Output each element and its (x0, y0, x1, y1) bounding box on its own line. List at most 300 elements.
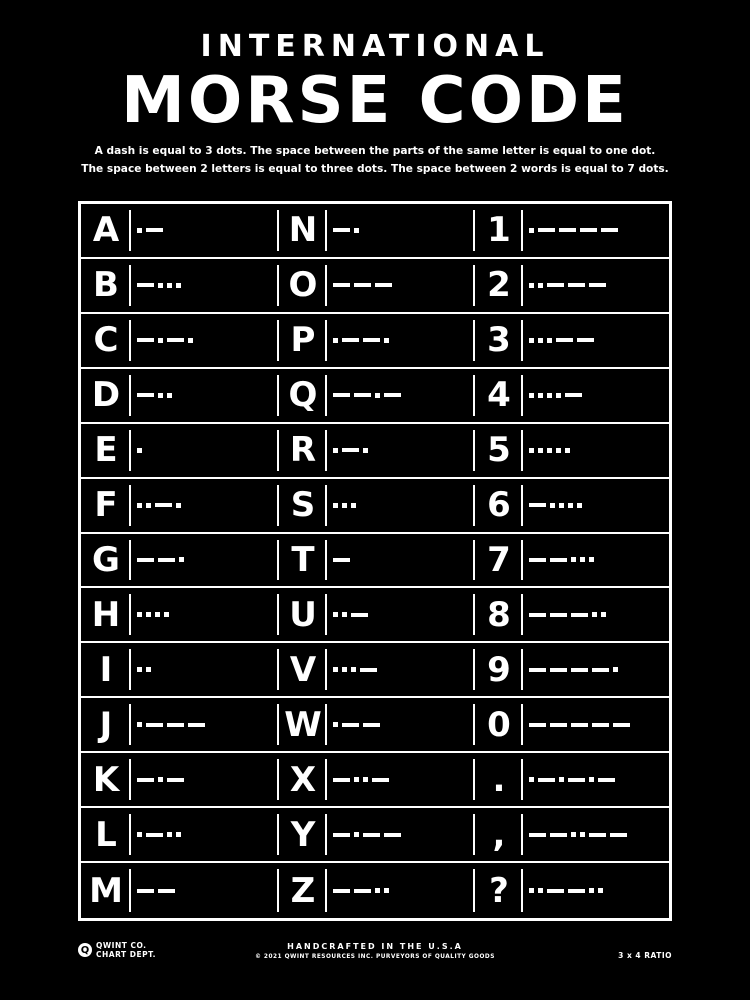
dash-mark (354, 283, 371, 287)
morse-code (137, 314, 193, 367)
morse-code (333, 424, 368, 477)
dash-mark (375, 283, 392, 287)
symbol-divider (521, 265, 523, 306)
morse-cell (473, 588, 669, 643)
dot-mark (354, 777, 359, 782)
symbol-divider (129, 869, 131, 912)
morse-code (137, 534, 184, 587)
morse-cell (81, 259, 277, 314)
column-divider (473, 430, 475, 471)
dash-mark (598, 778, 615, 782)
dash-mark (384, 393, 401, 397)
morse-code (529, 753, 615, 806)
morse-code (137, 698, 205, 751)
dash-mark (146, 833, 163, 837)
dash-mark (342, 448, 359, 452)
column-divider (473, 540, 475, 581)
dot-mark (547, 448, 552, 453)
morse-code (529, 314, 594, 367)
morse-symbol: E (94, 430, 118, 471)
symbol-divider (129, 649, 131, 690)
q-logo-icon: Q (78, 943, 92, 957)
symbol-divider (129, 485, 131, 526)
symbol-divider (325, 375, 327, 416)
morse-cell (277, 643, 473, 698)
morse-code (137, 259, 181, 312)
morse-code (333, 698, 380, 751)
symbol-divider (325, 210, 327, 251)
dot-mark (167, 832, 172, 837)
morse-code (333, 314, 389, 367)
morse-symbol: . (492, 759, 506, 800)
dash-mark (360, 668, 377, 672)
morse-symbol: 3 (487, 320, 511, 361)
column-divider (473, 265, 475, 306)
symbol-divider (521, 704, 523, 745)
column-divider (277, 814, 279, 855)
dot-mark (538, 393, 543, 398)
morse-cell (277, 753, 473, 808)
symbol-divider (129, 320, 131, 361)
morse-symbol: A (92, 210, 120, 251)
morse-symbol: , (492, 814, 506, 855)
morse-symbol: Q (288, 375, 318, 416)
morse-symbol: O (288, 265, 318, 306)
morse-code (333, 204, 359, 257)
dash-mark (589, 283, 606, 287)
column-divider (473, 704, 475, 745)
morse-symbol: F (94, 485, 118, 526)
dash-mark (550, 613, 567, 617)
symbol-divider (521, 210, 523, 251)
dot-mark (565, 448, 570, 453)
column-divider (473, 814, 475, 855)
dash-mark (137, 778, 154, 782)
dash-mark (333, 558, 350, 562)
column-divider (277, 594, 279, 635)
page-subtitle: INTERNATIONAL (200, 29, 550, 64)
morse-symbol: L (95, 814, 117, 855)
dot-mark (529, 283, 534, 288)
morse-code (137, 204, 163, 257)
dot-mark (538, 448, 543, 453)
column-divider (473, 210, 475, 251)
dot-mark (333, 612, 338, 617)
morse-code (333, 259, 392, 312)
dash-mark (589, 833, 606, 837)
description-line-2: The space between 2 letters is equal to three dots. The space between 2 words is equal to 7 dots. (81, 163, 669, 175)
column-divider (277, 375, 279, 416)
morse-symbol: Z (290, 870, 316, 911)
dash-mark (529, 723, 546, 727)
dash-mark (571, 723, 588, 727)
morse-code (333, 588, 368, 641)
dash-mark (538, 228, 555, 232)
description (0, 142, 750, 178)
morse-symbol: K (92, 759, 120, 800)
dot-mark (384, 338, 389, 343)
morse-symbol: B (93, 265, 119, 306)
morse-code (137, 479, 181, 532)
column-divider (277, 430, 279, 471)
dot-mark (592, 612, 597, 617)
morse-code (333, 863, 389, 918)
morse-cell (81, 588, 277, 643)
morse-cell (277, 424, 473, 479)
dot-mark (375, 393, 380, 398)
dot-mark (333, 503, 338, 508)
morse-code (333, 643, 377, 696)
morse-symbol: I (99, 649, 113, 690)
morse-cell (81, 314, 277, 369)
dot-mark (333, 667, 338, 672)
dash-mark (146, 228, 163, 232)
logo-line-2: CHART DEPT. (96, 950, 156, 959)
dot-mark (176, 503, 181, 508)
symbol-divider (521, 594, 523, 635)
morse-cell (277, 588, 473, 643)
dot-mark (137, 832, 142, 837)
dash-mark (333, 228, 350, 232)
dash-mark (351, 613, 368, 617)
dash-mark (354, 393, 371, 397)
morse-symbol: D (91, 375, 121, 416)
morse-cell (277, 369, 473, 424)
dot-mark (342, 503, 347, 508)
dash-mark (529, 613, 546, 617)
morse-cell (81, 369, 277, 424)
morse-cell (473, 259, 669, 314)
dot-mark (568, 503, 573, 508)
symbol-divider (325, 540, 327, 581)
morse-cell (81, 863, 277, 918)
morse-code (529, 534, 594, 587)
dot-mark (137, 667, 142, 672)
morse-code (529, 369, 582, 422)
morse-code (137, 424, 142, 477)
morse-symbol: 0 (487, 704, 511, 745)
dash-mark (155, 503, 172, 507)
morse-cell (81, 753, 277, 808)
dash-mark (167, 778, 184, 782)
column-divider (277, 869, 279, 912)
dot-mark (601, 612, 606, 617)
dash-mark (613, 723, 630, 727)
column-divider (473, 594, 475, 635)
morse-symbol: R (289, 430, 317, 471)
morse-cell (473, 698, 669, 753)
dot-mark (571, 832, 576, 837)
dash-mark (333, 833, 350, 837)
morse-code (529, 259, 606, 312)
dash-mark (565, 393, 582, 397)
dash-mark (384, 833, 401, 837)
dash-mark (188, 723, 205, 727)
dot-mark (580, 832, 585, 837)
dot-mark (137, 612, 142, 617)
dash-mark (610, 833, 627, 837)
dot-mark (363, 777, 368, 782)
morse-code (529, 424, 570, 477)
symbol-divider (521, 375, 523, 416)
dot-mark (559, 777, 564, 782)
footer-ratio: 3 x 4 RATIO (618, 951, 672, 960)
dot-mark (158, 777, 163, 782)
dash-mark (529, 833, 546, 837)
column-divider (277, 540, 279, 581)
dash-mark (568, 889, 585, 893)
morse-code-table (78, 201, 672, 921)
dot-mark (559, 503, 564, 508)
dash-mark (333, 393, 350, 397)
page-title: MORSE CODE (121, 64, 629, 138)
dash-mark (577, 338, 594, 342)
morse-code (137, 753, 184, 806)
morse-cell (81, 808, 277, 863)
dot-mark (538, 283, 543, 288)
dot-mark (613, 667, 618, 672)
dot-mark (342, 667, 347, 672)
morse-code (137, 863, 175, 918)
symbol-divider (521, 814, 523, 855)
dash-mark (550, 668, 567, 672)
morse-symbol: J (99, 704, 113, 745)
dot-mark (146, 503, 151, 508)
morse-cell (81, 424, 277, 479)
dot-mark (577, 503, 582, 508)
symbol-divider (521, 430, 523, 471)
symbol-divider (129, 210, 131, 251)
symbol-divider (129, 814, 131, 855)
morse-cell (277, 479, 473, 534)
dot-mark (146, 612, 151, 617)
dot-mark (155, 612, 160, 617)
dash-mark (372, 778, 389, 782)
dot-mark (538, 888, 543, 893)
symbol-divider (325, 265, 327, 306)
morse-symbol: 1 (487, 210, 511, 251)
morse-symbol: 5 (487, 430, 511, 471)
symbol-divider (129, 704, 131, 745)
dash-mark (354, 889, 371, 893)
symbol-divider (325, 649, 327, 690)
dot-mark (137, 722, 142, 727)
morse-symbol: 4 (487, 375, 511, 416)
dot-mark (188, 338, 193, 343)
morse-symbol: 7 (487, 539, 511, 580)
morse-symbol: G (92, 539, 120, 580)
dot-mark (529, 777, 534, 782)
morse-symbol: X (289, 759, 317, 800)
morse-symbol: 9 (487, 649, 511, 690)
dot-mark (580, 557, 585, 562)
dot-mark (529, 338, 534, 343)
dot-mark (158, 393, 163, 398)
dash-mark (342, 723, 359, 727)
morse-symbol: ? (489, 870, 509, 911)
column-divider (277, 320, 279, 361)
dot-mark (556, 448, 561, 453)
column-divider (473, 375, 475, 416)
symbol-divider (521, 759, 523, 800)
dash-mark (146, 723, 163, 727)
symbol-divider (129, 265, 131, 306)
symbol-divider (325, 320, 327, 361)
dash-mark (363, 723, 380, 727)
symbol-divider (325, 869, 327, 912)
symbol-divider (325, 759, 327, 800)
dot-mark (538, 338, 543, 343)
morse-code (529, 588, 606, 641)
morse-code (529, 479, 582, 532)
morse-cell (277, 808, 473, 863)
dot-mark (363, 448, 368, 453)
symbol-divider (129, 375, 131, 416)
dot-mark (589, 888, 594, 893)
morse-symbol: U (289, 594, 317, 635)
morse-symbol: 8 (487, 594, 511, 635)
dash-mark (547, 283, 564, 287)
morse-symbol: S (290, 485, 316, 526)
morse-cell (81, 204, 277, 259)
symbol-divider (521, 485, 523, 526)
logo-line-1: QWINT CO. (96, 941, 147, 950)
dot-mark (529, 228, 534, 233)
dash-mark (333, 283, 350, 287)
symbol-divider (325, 430, 327, 471)
dot-mark (179, 557, 184, 562)
morse-cell (277, 698, 473, 753)
dot-mark (342, 612, 347, 617)
morse-cell (81, 698, 277, 753)
dash-mark (137, 889, 154, 893)
dash-mark (601, 228, 618, 232)
morse-cell (473, 643, 669, 698)
dot-mark (547, 393, 552, 398)
dot-mark (589, 557, 594, 562)
dash-mark (137, 393, 154, 397)
dot-mark (550, 503, 555, 508)
dash-mark (559, 228, 576, 232)
dash-mark (550, 558, 567, 562)
morse-code (529, 204, 618, 257)
morse-code (333, 808, 401, 861)
dot-mark (137, 503, 142, 508)
column-divider (277, 649, 279, 690)
morse-cell (473, 204, 669, 259)
dot-mark (529, 448, 534, 453)
morse-symbol: Y (290, 814, 316, 855)
morse-cell (473, 808, 669, 863)
dash-mark (556, 338, 573, 342)
dot-mark (589, 777, 594, 782)
morse-symbol: 2 (487, 265, 511, 306)
dash-mark (137, 338, 154, 342)
dash-mark (158, 889, 175, 893)
dash-mark (571, 668, 588, 672)
symbol-divider (325, 594, 327, 635)
column-divider (277, 265, 279, 306)
dot-mark (529, 888, 534, 893)
morse-cell (473, 314, 669, 369)
dot-mark (598, 888, 603, 893)
morse-symbol: N (288, 210, 318, 251)
morse-symbol: M (89, 870, 123, 911)
morse-symbol: C (93, 320, 119, 361)
column-divider (277, 759, 279, 800)
morse-code (137, 588, 169, 641)
morse-cell (473, 424, 669, 479)
column-divider (473, 649, 475, 690)
symbol-divider (129, 540, 131, 581)
column-divider (473, 759, 475, 800)
morse-code (333, 479, 356, 532)
morse-symbol: W (284, 704, 322, 745)
dot-mark (571, 557, 576, 562)
morse-code (333, 753, 389, 806)
dot-mark (158, 283, 163, 288)
dot-mark (351, 667, 356, 672)
column-divider (473, 320, 475, 361)
morse-cell (277, 534, 473, 589)
symbol-divider (521, 869, 523, 912)
morse-symbol: 6 (487, 485, 511, 526)
symbol-divider (325, 704, 327, 745)
morse-cell (277, 204, 473, 259)
morse-symbol: V (289, 649, 317, 690)
dot-mark (158, 338, 163, 343)
dot-mark (137, 228, 142, 233)
dash-mark (342, 338, 359, 342)
dash-mark (550, 833, 567, 837)
dash-mark (580, 228, 597, 232)
dot-mark (137, 448, 142, 453)
morse-cell (81, 479, 277, 534)
dash-mark (592, 668, 609, 672)
morse-cell (81, 643, 277, 698)
column-divider (473, 485, 475, 526)
dash-mark (167, 338, 184, 342)
symbol-divider (129, 430, 131, 471)
symbol-divider (325, 814, 327, 855)
morse-code (333, 534, 350, 587)
column-divider (277, 210, 279, 251)
dot-mark (176, 283, 181, 288)
dot-mark (354, 832, 359, 837)
morse-code (137, 369, 172, 422)
dash-mark (363, 833, 380, 837)
morse-code (529, 643, 618, 696)
morse-cell (277, 314, 473, 369)
morse-code (529, 808, 627, 861)
footer-copyright: © 2021 QWINT RESOURCES INC. PURVEYORS OF QUALITY GOODS (255, 954, 495, 960)
dash-mark (137, 558, 154, 562)
column-divider (473, 869, 475, 912)
dash-mark (529, 668, 546, 672)
dash-mark (333, 778, 350, 782)
dot-mark (167, 283, 172, 288)
morse-symbol: T (291, 539, 315, 580)
dot-mark (167, 393, 172, 398)
dot-mark (384, 888, 389, 893)
morse-cell (81, 534, 277, 589)
symbol-divider (129, 594, 131, 635)
morse-cell (473, 863, 669, 918)
morse-symbol: H (91, 594, 121, 635)
dash-mark (568, 778, 585, 782)
symbol-divider (521, 320, 523, 361)
dash-mark (333, 889, 350, 893)
